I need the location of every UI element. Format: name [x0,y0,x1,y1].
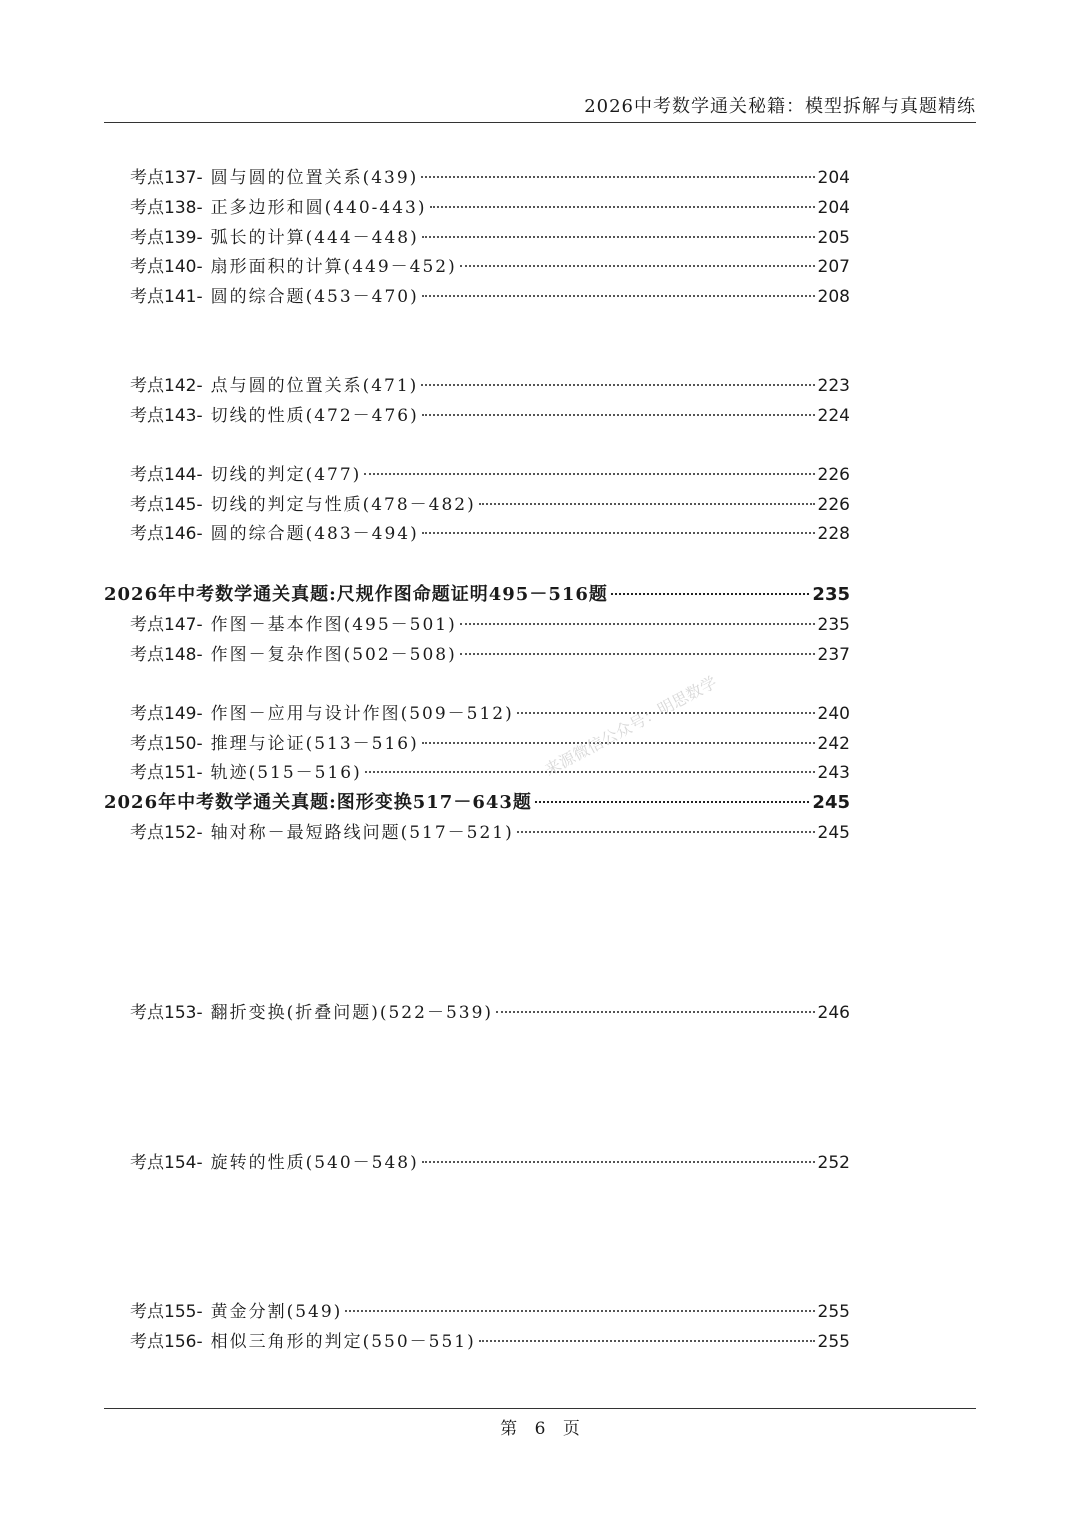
toc-code: 考点137- [130,168,203,188]
dot-leader [479,1340,815,1342]
toc-item[interactable] [130,1330,850,1354]
toc-title: 作图－复杂作图(502－508) [210,645,457,665]
toc-page: 246 [817,1003,850,1023]
toc-page: 255 [817,1302,850,1322]
toc-item[interactable] [130,196,850,220]
footer-suffix: 页 [562,1419,580,1439]
toc-title: 轨迹(515－516) [210,763,362,783]
dot-leader [365,771,815,773]
toc-item[interactable] [130,702,850,726]
toc-title: 切线的判定与性质(478－482) [210,495,476,515]
toc-item[interactable] [130,493,850,517]
toc-title: 圆的综合题(453－470) [210,287,419,307]
toc-title: 相似三角形的判定(550－551) [210,1332,476,1352]
toc-title: 切线的性质(472－476) [210,406,419,426]
dot-leader [422,295,815,297]
toc-title: 推理与论证(513－516) [210,734,419,754]
dot-leader [422,414,815,416]
dot-leader [422,1161,815,1163]
toc-code: 考点139- [130,228,203,248]
dot-leader [364,473,814,475]
toc-title: 作图－基本作图(495－501) [210,615,457,635]
toc-code: 考点138- [130,198,203,218]
toc-item[interactable] [130,463,850,487]
toc-page: 245 [817,823,850,843]
page-number: 6 [534,1419,546,1439]
toc-page: 207 [817,257,850,277]
dot-leader [460,265,815,267]
footer-prefix: 第 [500,1419,518,1439]
toc-chapter-title: 2026年中考数学通关真题:图形变换517－643题 [104,792,532,813]
toc-page: 208 [817,287,850,307]
toc-item[interactable] [130,1151,850,1175]
toc-page: 235 [812,584,850,605]
dot-leader [422,236,815,238]
toc-code: 考点152- [130,823,203,843]
footer-rule [104,1408,976,1409]
toc-title: 圆与圆的位置关系(439) [210,168,419,188]
toc-code: 考点149- [130,704,203,724]
toc-page: 228 [817,524,850,544]
toc-page: 223 [817,376,850,396]
toc-page: 205 [817,228,850,248]
toc-code: 考点145- [130,495,203,515]
toc-code: 考点143- [130,406,203,426]
toc-page: 204 [817,168,850,188]
toc-page: 255 [817,1332,850,1352]
watermark: 来源微信公众号：明思数学 [541,672,720,780]
toc-code: 考点151- [130,763,203,783]
toc-title: 点与圆的位置关系(471) [210,376,419,396]
toc-item[interactable] [130,821,850,845]
header-title: 2026中考数学通关秘籍：模型拆解与真题精练 [584,96,976,117]
dot-leader [460,653,815,655]
toc-title: 扇形面积的计算(449－452) [210,257,457,277]
toc-code: 考点147- [130,615,203,635]
toc-item[interactable] [130,643,850,667]
toc-item[interactable] [130,404,850,428]
toc-code: 考点142- [130,376,203,396]
toc-page: 226 [817,465,850,485]
dot-leader [611,593,810,595]
toc-title: 正多边形和圆(440-443) [210,198,427,218]
toc-page: 252 [817,1153,850,1173]
toc-item[interactable] [130,1300,850,1324]
toc-code: 考点146- [130,524,203,544]
toc-code: 考点150- [130,734,203,754]
dot-leader [460,623,815,625]
toc-code: 考点155- [130,1302,203,1322]
toc-code: 考点148- [130,645,203,665]
toc-item[interactable] [130,732,850,756]
toc-item[interactable] [130,255,850,279]
page-footer [0,1414,1080,1439]
toc-page: 245 [812,792,850,813]
toc-page: 242 [817,734,850,754]
toc-title: 作图－应用与设计作图(509－512) [210,704,514,724]
toc-item[interactable] [130,226,850,250]
toc-page: 237 [817,645,850,665]
dot-leader [345,1310,814,1312]
toc-code: 考点156- [130,1332,203,1352]
toc-chapter[interactable] [104,791,850,815]
toc-title: 旋转的性质(540－548) [210,1153,419,1173]
toc-title: 切线的判定(477) [210,465,362,485]
toc-title: 黄金分割(549) [210,1302,343,1322]
toc-page: 204 [817,198,850,218]
dot-leader [479,503,815,505]
dot-leader [430,206,815,208]
toc-item[interactable] [130,1001,850,1025]
toc-title: 弧长的计算(444－448) [210,228,419,248]
dot-leader [422,532,815,534]
toc-chapter[interactable] [104,583,850,607]
dot-leader [535,801,810,803]
toc-code: 考点140- [130,257,203,277]
dot-leader [517,831,815,833]
toc-page: 224 [817,406,850,426]
toc-code: 考点141- [130,287,203,307]
dot-leader [421,176,814,178]
toc-code: 考点153- [130,1003,203,1023]
toc-title: 轴对称－最短路线问题(517－521) [210,823,514,843]
toc-item[interactable] [130,285,850,309]
dot-leader [421,384,814,386]
toc-title: 圆的综合题(483－494) [210,524,419,544]
toc-item[interactable] [130,166,850,190]
toc-item[interactable] [130,761,850,785]
toc-title: 翻折变换(折叠问题)(522－539) [210,1003,494,1023]
toc-code: 考点144- [130,465,203,485]
toc-chapter-title: 2026年中考数学通关真题:尺规作图命题证明495－516题 [104,584,608,605]
toc-item[interactable] [130,522,850,546]
toc-item[interactable] [130,613,850,637]
toc-page: 226 [817,495,850,515]
toc-item[interactable] [130,374,850,398]
running-header [104,92,976,123]
toc-page: 235 [817,615,850,635]
toc-code: 考点154- [130,1153,203,1173]
toc-page: 243 [817,763,850,783]
toc-page: 240 [817,704,850,724]
dot-leader [496,1011,815,1013]
